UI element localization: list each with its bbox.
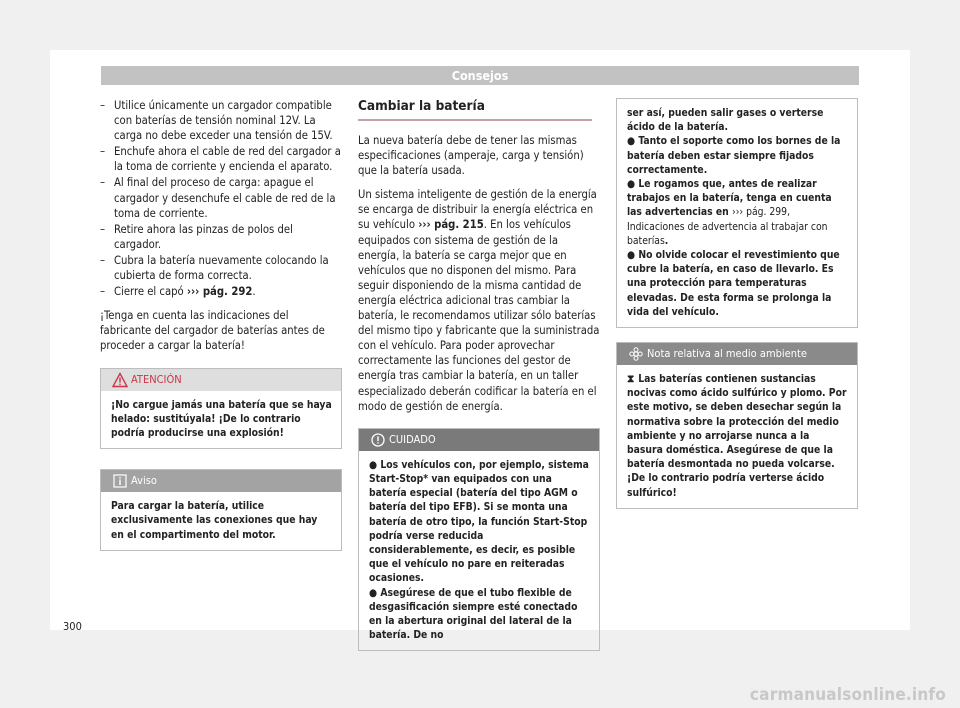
charger-note: ¡Tenga en cuenta las indicaciones del fabricante del cargador de baterías antes de proceder a cargar la batería!	[100, 309, 325, 353]
atencion-text: ¡No cargue jamás una batería que se haya helado: sustitúyala! ¡De lo contrario podría producirse una explosión!	[111, 398, 332, 439]
cuidado-continued-text: ser así, pueden salir gases o verterse ácido de la batería. ● Tanto el soporte como los bornes de la batería deben estar siempre fijados correctamente. ● Le rogamos que, antes de realizar trabajos en la batería, tenga en cuenta las advertencias en ››› pág. 299, Indicaciones de advertencia al trabajar con baterías. ● No olvide colocar el revestimiento que cubre la batería, en caso de llevarlo. Es una protección para temperaturas elevadas. De esta forma se prolonga la vida del vehículo.	[617, 99, 857, 327]
aviso-header	[101, 470, 341, 492]
cuidado-header	[359, 429, 599, 451]
watermark: carmanualsonline.info	[749, 685, 946, 705]
column-1	[100, 98, 342, 551]
environment-text: ⧗ Las baterías contienen sustancias nocivas como ácido sulfúrico y plomo. Por este motivo, se deben desechar según la normativa sobre la protección del medio ambiente y no arrojarse nunca a la basura doméstica. Asegúrese de que la batería desmontada no pueda volcarse. ¡De lo contrario podría verterse ácido sulfúrico!	[627, 373, 847, 499]
cuidado-title: CUIDADO	[389, 432, 436, 446]
aviso-text: Para cargar la batería, utilice exclusivamente las conexiones que hay en el compartimento del motor.	[111, 500, 318, 541]
list-item: ● Tanto el soporte como los bornes de la batería deben estar siempre fijados correctamente.	[627, 135, 841, 176]
list-item: ● No olvide colocar el revestimiento que cubre la batería, en caso de llevarlo. Es una protección para temperaturas elevadas. De esta forma se prolonga la vida del vehículo.	[627, 249, 840, 318]
cuidado-box	[358, 428, 600, 652]
page-number: 300	[63, 620, 82, 633]
step-list	[100, 98, 342, 299]
list-item: – Cubra la batería nuevamente colocando la cubierta de forma correcta.	[100, 253, 329, 283]
atencion-title: ATENCIÓN	[131, 372, 182, 386]
page-reference-link[interactable]: ››› pág. 215	[418, 218, 484, 232]
list-item: – Utilice únicamente un cargador compatible con baterías de tensión nominal 12V. La carga no debe exceder una tensión de 15V.	[100, 99, 333, 143]
list-item: – Enchufe ahora el cable de red del cargador a la toma de corriente y encienda el aparato.	[100, 145, 341, 174]
cuidado-text	[359, 451, 599, 651]
column-3	[616, 98, 858, 509]
list-item: – Cierre el capó ››› pág. 292.	[100, 285, 256, 299]
cuidado-continued-box	[616, 98, 858, 328]
flower-icon	[628, 346, 644, 362]
atencion-box	[100, 368, 342, 450]
list-item: ● Los vehículos con, por ejemplo, sistema Start-Stop* van equipados con una batería especial (batería del tipo AGM o batería del tipo EFB). Si se monta una batería de otro tipo, la función Start-Stop podría verse reducida considerablemente, es decir, es posible que el vehículo no pare en reiteradas ocasiones.	[369, 458, 589, 585]
page-reference-link[interactable]: ››› pág. 292	[186, 285, 253, 299]
aviso-title: Aviso	[131, 474, 157, 488]
list-item: – Al final del proceso de carga: apague el cargador y desenchufe el cable de red de la toma de corriente.	[100, 176, 336, 220]
environment-header	[617, 343, 857, 365]
caution-circle-icon	[370, 432, 386, 448]
section-title: Cambiar la batería	[358, 98, 592, 121]
aviso-box	[100, 469, 342, 551]
atencion-header	[101, 369, 341, 391]
list-item: – Retire ahora las pinzas de polos del cargador.	[100, 222, 293, 251]
page-header: Consejos	[101, 66, 859, 85]
info-icon	[112, 473, 128, 489]
environment-title: Nota relativa al medio ambiente	[647, 347, 807, 361]
recycle-icon: ⧗	[627, 373, 635, 386]
column-2	[358, 98, 600, 651]
paragraph: Un sistema inteligente de gestión de la energía se encarga de distribuir la energía eléctrica en su vehículo ››› pág. 215. En los vehículos equipados con sistema de gestión de la energía, la batería se carga mejor que en vehículos que no disponen del mismo. Para seguir disponiendo de la misma cantidad de energía eléctrica adicional tras cambiar la batería, le recomendamos utilizar sólo baterías del mismo tipo y fabricante que la suministrada con el vehículo. Para poder aprovechar correctamente las funciones del gestor de energía tras cambiar la batería, en un taller especializado deberán codificar la batería en el modo de gestión de energía.	[358, 188, 600, 413]
paragraph: La nueva batería debe de tener las mismas especificaciones (amperaje, carga y tensión) que la batería usada.	[358, 134, 584, 178]
page-reference-link[interactable]: ››› pág. 299, Indicaciones de advertencia al trabajar con baterías	[627, 206, 828, 247]
list-item: ● Le rogamos que, antes de realizar trabajos en la batería, tenga en cuenta las advertencias en ››› pág. 299, Indicaciones de advertencia al trabajar con baterías.	[627, 178, 832, 247]
environment-box	[616, 342, 858, 509]
list-item: ● Asegúrese de que el tubo flexible de desgasificación siempre esté conectado en la abertura original del lateral de la batería. De no	[369, 586, 578, 642]
warning-triangle-icon	[112, 372, 128, 388]
